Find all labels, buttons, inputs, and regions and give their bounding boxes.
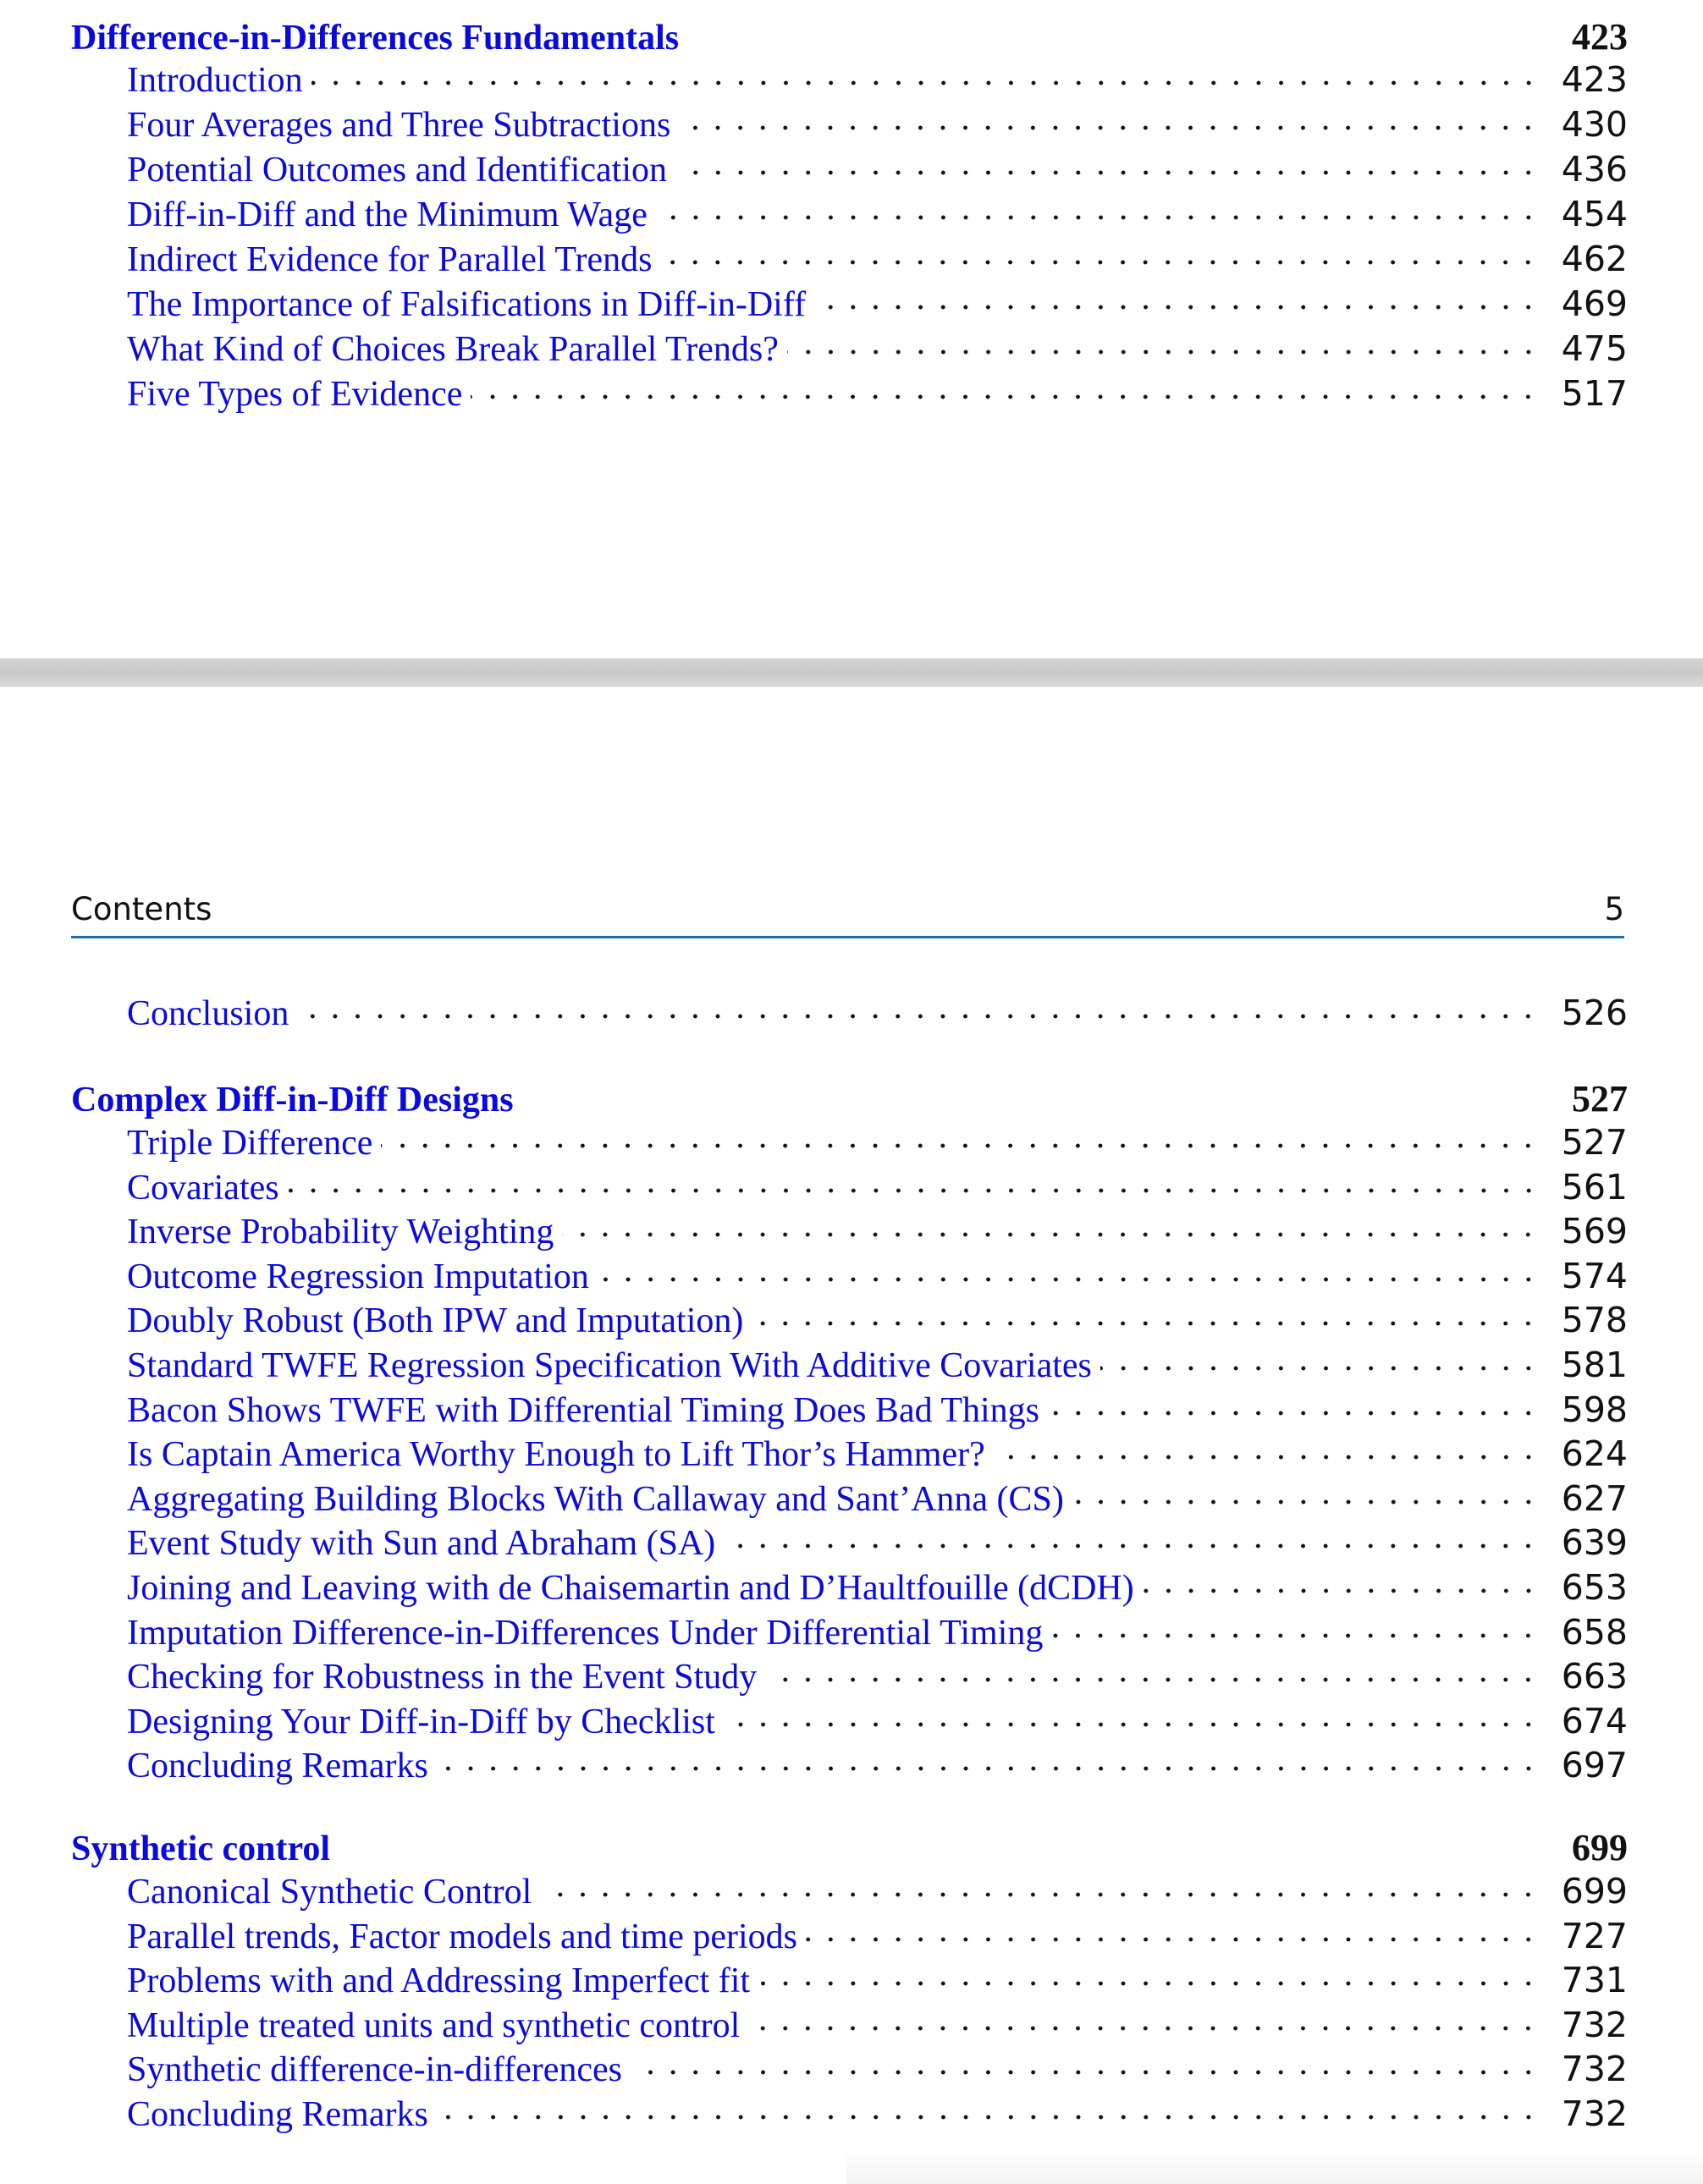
dot-leader <box>656 209 1540 226</box>
toc-page-number: 658 <box>1561 1611 1628 1653</box>
dot-leader <box>437 2109 1540 2126</box>
dot-leader <box>660 254 1540 271</box>
toc-page-number: 732 <box>1561 2004 1628 2045</box>
toc-section-link[interactable]: Problems with and Addressing Imperfect fit <box>127 1961 751 2001</box>
dot-leader <box>471 388 1540 405</box>
toc-page-number: 527 <box>1561 1122 1628 1163</box>
toc-section-row[interactable] <box>0 1122 1703 1166</box>
toc-section-row[interactable] <box>0 1567 1703 1611</box>
toc-page-number: 699 <box>1561 1871 1628 1912</box>
toc-page-number: 469 <box>1561 283 1628 324</box>
toc-page-number: 517 <box>1561 373 1628 414</box>
toc-page-number: 578 <box>1561 1300 1628 1341</box>
toc-section-row[interactable] <box>0 1345 1703 1389</box>
toc-section-row[interactable] <box>0 2093 1703 2137</box>
toc-section-link[interactable]: Outcome Regression Imputation <box>127 1257 589 1296</box>
toc-section-row[interactable] <box>0 149 1703 193</box>
toc-section-row[interactable] <box>0 104 1703 148</box>
page-separator <box>0 658 1703 687</box>
dot-leader <box>562 1226 1540 1243</box>
dot-leader <box>1051 1627 1540 1644</box>
toc-section-link[interactable]: Potential Outcomes and Identification <box>127 151 667 190</box>
dot-leader <box>1143 1582 1540 1599</box>
toc-page-number: 732 <box>1561 2049 1628 2090</box>
dot-leader <box>598 1271 1540 1288</box>
toc-page-number: 624 <box>1561 1433 1628 1475</box>
toc-section-row[interactable] <box>0 59 1703 103</box>
toc-page-number: 598 <box>1561 1389 1628 1430</box>
dot-leader <box>437 1760 1540 1777</box>
dot-leader <box>724 1538 1540 1554</box>
toc-chapter-link[interactable]: Complex Diff-in-Diff Designs <box>71 1081 514 1120</box>
toc-section-link[interactable]: Aggregating Building Blocks With Callaway and Sant’Anna (CS) <box>127 1479 1064 1519</box>
toc-section-row[interactable] <box>0 283 1703 327</box>
toc-page-number: 462 <box>1561 239 1628 279</box>
dot-leader <box>675 164 1540 181</box>
toc-section-row[interactable] <box>0 1167 1703 1211</box>
toc-page-number: 574 <box>1561 1255 1628 1296</box>
toc-page-number: 423 <box>1572 16 1628 58</box>
toc-section-row[interactable] <box>0 1916 1703 1960</box>
toc-page-number: 423 <box>1561 59 1628 100</box>
dot-leader <box>752 1315 1540 1332</box>
toc-chapter-row[interactable] <box>0 1077 1703 1121</box>
toc-section-row[interactable] <box>0 1656 1703 1700</box>
toc-page-number: 475 <box>1561 328 1628 369</box>
toc-page-number: 699 <box>1572 1827 1628 1868</box>
toc-section-link[interactable]: Bacon Shows TWFE with Differential Timing Does Bad Things <box>127 1390 1039 1430</box>
running-head-page-number: 5 <box>1604 891 1624 927</box>
page-shadow <box>846 2150 1703 2184</box>
dot-leader <box>679 119 1540 136</box>
toc-section-link[interactable]: Designing Your Diff-in-Diff by Checklist <box>127 1702 715 1741</box>
toc-page-number: 454 <box>1561 194 1628 234</box>
toc-section-row[interactable] <box>0 239 1703 283</box>
toc-section-row[interactable] <box>0 2049 1703 2093</box>
dot-leader <box>1048 1405 1540 1422</box>
dot-leader <box>381 1137 1540 1154</box>
toc-section-row[interactable] <box>0 1389 1703 1433</box>
toc-section-link[interactable]: Diff-in-Diff and the Minimum Wage <box>127 195 648 234</box>
toc-section-link[interactable]: Conclusion <box>127 994 289 1033</box>
dot-leader <box>724 1716 1540 1733</box>
toc-section-link[interactable]: Introduction <box>127 61 303 100</box>
toc-section-link[interactable]: Concluding Remarks <box>127 2095 428 2134</box>
toc-page-number: 430 <box>1561 104 1628 145</box>
dot-leader <box>1072 1494 1540 1510</box>
running-head <box>71 884 1624 925</box>
toc-section-link[interactable]: Joining and Leaving with de Chaisemartin and D’Haultfouille (dCDH) <box>127 1569 1134 1608</box>
toc-page-number: 727 <box>1561 1915 1628 1956</box>
dot-leader <box>806 1931 1540 1948</box>
toc-page-number: 639 <box>1561 1522 1628 1564</box>
toc-chapter-link[interactable]: Difference-in-Differences Fundamentals <box>71 19 680 58</box>
toc-section-link[interactable]: Multiple treated units and synthetic control <box>127 2005 741 2045</box>
toc-section-link[interactable]: Four Averages and Three Subtractions <box>127 106 671 145</box>
toc-section-row[interactable] <box>0 373 1703 417</box>
toc-page-number: 436 <box>1561 149 1628 190</box>
toc-section-link[interactable]: Covariates <box>127 1168 279 1208</box>
dot-leader <box>311 74 1540 91</box>
toc-section-row[interactable] <box>0 1612 1703 1656</box>
toc-page-number: 697 <box>1561 1745 1628 1786</box>
toc-section-link[interactable]: Doubly Robust (Both IPW and Imputation) <box>127 1301 744 1341</box>
toc-section-link[interactable]: Canonical Synthetic Control <box>127 1873 532 1912</box>
toc-page-number: 527 <box>1572 1078 1628 1120</box>
toc-page-number: 581 <box>1561 1345 1628 1385</box>
toc-section-row[interactable] <box>0 1256 1703 1300</box>
toc-section-row[interactable] <box>0 1960 1703 2004</box>
toc-section-link[interactable]: Five Types of Evidence <box>127 375 463 414</box>
toc-section-link[interactable]: Synthetic difference-in-differences <box>127 2050 623 2090</box>
toc-section-link[interactable]: Is Captain America Worthy Enough to Lift Thor’s Hammer? <box>127 1435 985 1475</box>
dot-leader <box>765 1671 1540 1688</box>
toc-section-row[interactable] <box>0 1745 1703 1789</box>
running-head-title: Contents <box>71 891 212 927</box>
dot-leader <box>540 1886 1540 1903</box>
toc-page-number: 627 <box>1561 1477 1628 1519</box>
header-rule <box>71 936 1624 938</box>
toc-section-link[interactable]: What Kind of Choices Break Parallel Trends? <box>127 330 779 369</box>
dot-leader <box>748 2020 1540 2037</box>
toc-section-link[interactable]: Indirect Evidence for Parallel Trends <box>127 240 653 279</box>
toc-section-row[interactable] <box>0 993 1703 1037</box>
toc-page-number: 561 <box>1561 1166 1628 1208</box>
toc-section-row[interactable] <box>0 1211 1703 1255</box>
toc-section-link[interactable]: Standard TWFE Regression Specification With Additive Covariates <box>127 1346 1092 1385</box>
toc-section-link[interactable]: Parallel trends, Factor models and time periods <box>127 1917 797 1956</box>
toc-page-number: 663 <box>1561 1656 1628 1697</box>
toc-section-row[interactable] <box>0 1871 1703 1915</box>
dot-leader <box>787 344 1540 360</box>
dot-leader <box>814 299 1540 316</box>
toc-page-number: 732 <box>1561 2093 1628 2134</box>
toc-section-link[interactable]: The Importance of Falsifications in Diff-in-Diff <box>127 285 807 324</box>
toc-page-number: 731 <box>1561 1960 1628 2001</box>
toc-page-number: 674 <box>1561 1700 1628 1741</box>
toc-page-number: 653 <box>1561 1567 1628 1608</box>
toc-section-link[interactable]: Triple Difference <box>127 1124 373 1163</box>
toc-chapter-row[interactable] <box>0 15 1703 59</box>
dot-leader <box>297 1008 1540 1025</box>
pdf-page-top <box>0 0 1703 658</box>
toc-section-row[interactable] <box>0 1433 1703 1477</box>
dot-leader <box>1100 1360 1540 1377</box>
toc-section-row[interactable] <box>0 2005 1703 2049</box>
toc-section-link[interactable]: Event Study with Sun and Abraham (SA) <box>127 1524 716 1564</box>
toc-section-row[interactable] <box>0 1478 1703 1522</box>
dot-leader <box>288 1182 1540 1199</box>
dot-leader <box>994 1449 1540 1466</box>
toc-page-number: 526 <box>1561 993 1628 1033</box>
dot-leader <box>631 2064 1540 2081</box>
toc-chapter-row[interactable] <box>0 1826 1703 1870</box>
toc-section-row[interactable] <box>0 1701 1703 1745</box>
toc-chapter-link[interactable]: Synthetic control <box>71 1829 331 1868</box>
toc-section-row[interactable] <box>0 328 1703 372</box>
toc-section-link[interactable]: Inverse Probability Weighting <box>127 1213 554 1252</box>
toc-section-row[interactable] <box>0 1300 1703 1344</box>
toc-section-link[interactable]: Checking for Robustness in the Event Study <box>127 1658 758 1697</box>
toc-page-number: 569 <box>1561 1211 1628 1252</box>
toc-section-row[interactable] <box>0 194 1703 238</box>
toc-section-link[interactable]: Concluding Remarks <box>127 1747 428 1786</box>
toc-section-row[interactable] <box>0 1522 1703 1566</box>
dot-leader <box>758 1975 1540 1992</box>
toc-section-link[interactable]: Imputation Difference-in-Differences Under Differential Timing <box>127 1613 1044 1653</box>
